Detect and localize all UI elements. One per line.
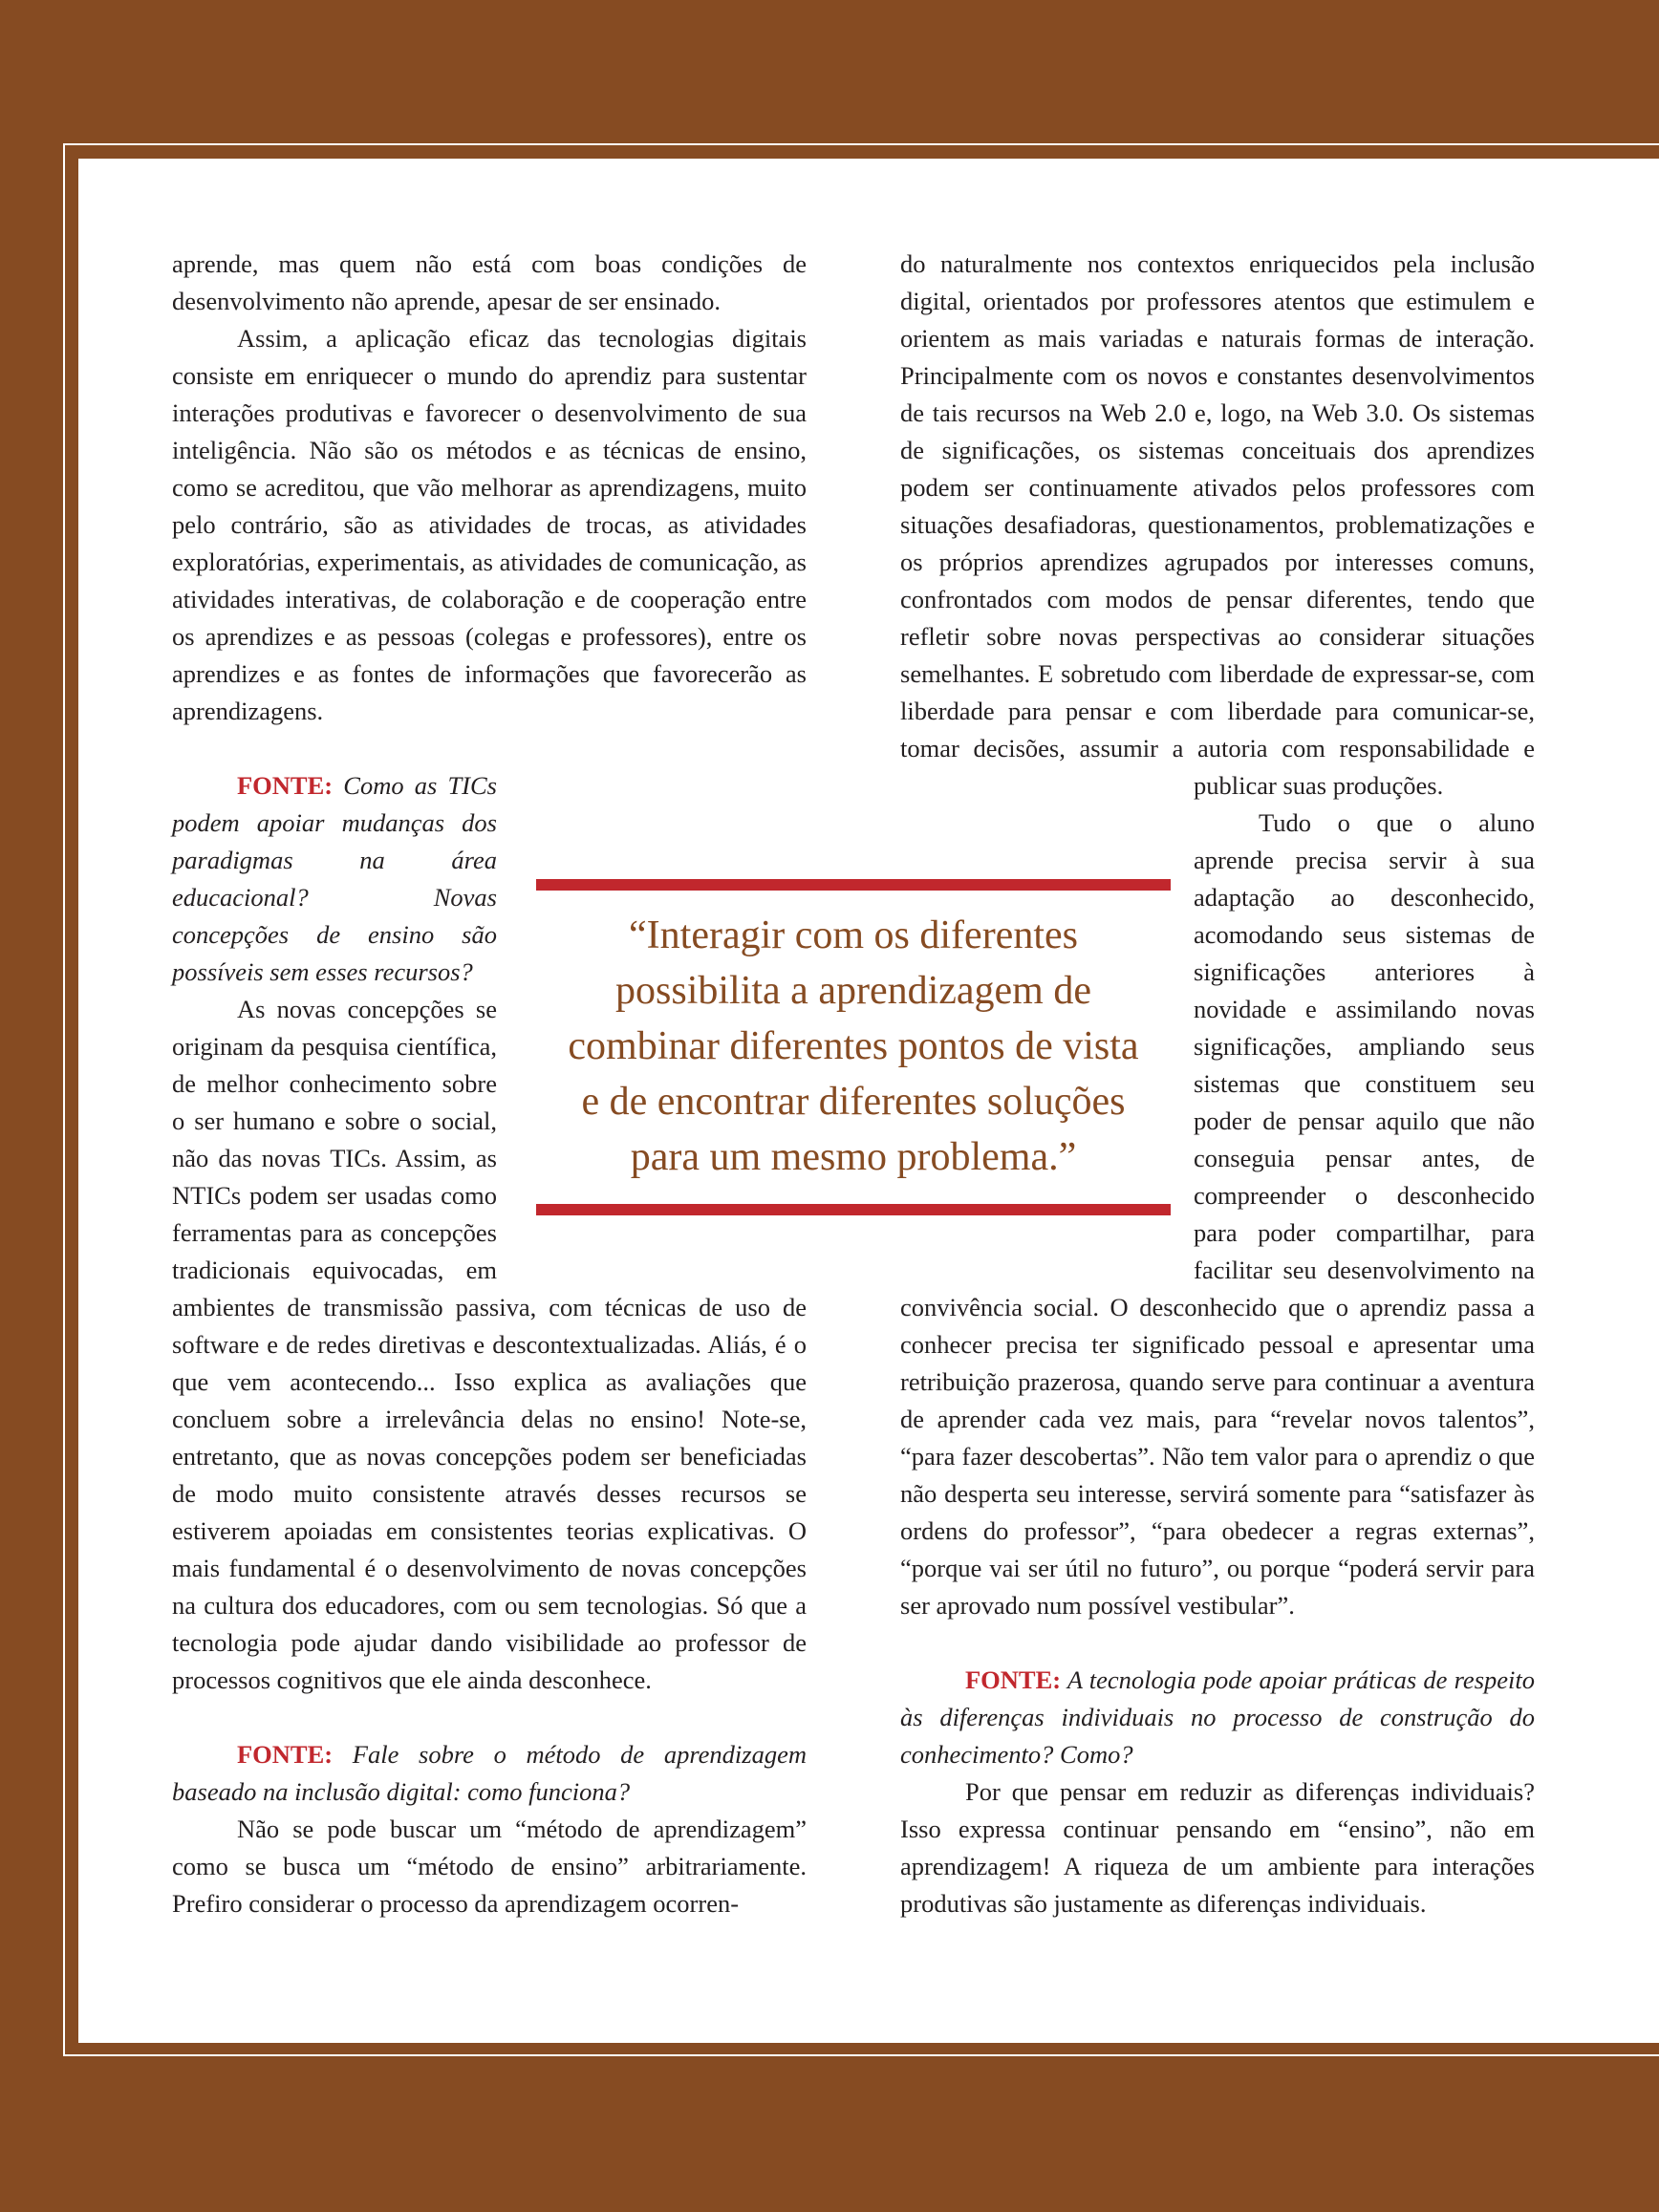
fonte-label: FONTE: [237,771,334,800]
fonte-label: FONTE: [965,1665,1062,1694]
pull-quote-line: combinar diferentes pontos de vista [568,1024,1139,1068]
fonte-label: FONTE: [237,1740,334,1769]
pull-quote-line: e de encontrar diferentes soluções [581,1080,1126,1124]
paragraph: do naturalmente nos contextos enriquecidos pela inclusão digital, orientados por professores atentos que estimulem e orientem as mais variadas e naturais formas de interação. Principalmente com os novos e constantes desenvolvimentos de tais recursos na Web 2.0 e, logo, na Web 3.0. Os sistemas de significações, os sistemas conceituais dos aprendizes podem ser continuamente ativados pelos professores com situações desafiadoras, questionamentos, problematizações e os próprios aprendizes agrupados por interesses comuns, confrontados com modos de pensar diferentes, tendo que refletir sobre novas perspectivas ao considerar situações semelhantes. E sobretudo com liberdade de expressar-se, com liberdade para pensar e com liberdade para comunicar-se, tomar decisões, assumir a autoria com responsabilidade e publicar suas produções. [900,249,1535,800]
pull-quote-line: para um mesmo problema.” [630,1135,1077,1179]
pull-quote-text [536,908,1171,1185]
question-text: A tecnologia pode apoiar práticas de respeito às diferenças individuais no processo de construção do conhecimento? Como? [900,1665,1535,1769]
pull-quote-line: possibilita a aprendizagem de [615,969,1091,1013]
question-text: Como as TICs podem apoiar mudanças dos paradigmas na área educacional? Novas concepções de ensino são possíveis sem esses recursos? [172,771,497,986]
paragraph: Não se pode buscar um “método de aprendizagem” como se busca um “método de ensino” arbitrariamente. Prefiro considerar o processo da aprendizagem ocorren- [172,1815,807,1918]
paragraph: As novas concepções se originam da pesquisa científica, de melhor conhecimento sobre o ser humano e sobre o social, não das novas TICs. Assim, as NTICs podem ser usadas como ferramentas para as concepções tradicionais equivocadas, em ambientes de transmissão passiva, com técnicas de uso de software e de redes diretivas e descontextualizadas. Aliás, é o que vem acontecendo... Isso explica as avaliações que concluem sobre a irrelevância delas no ensino! Note-se, entretanto, que as novas concepções podem ser beneficiadas de modo muito consistente através desses recursos se estiverem apoiadas em consistentes teorias explicativas. O mais fundamental é o desenvolvimento de novas concepções na cultura dos educadores, com ou sem tecnologias. Só que a tecnologia pode ajudar dando visibilidade ao professor de processos cognitivos que ele ainda desconhece. [172,995,807,1694]
paragraph: Por que pensar em reduzir as diferenças individuais? Isso expressa continuar pensando em “ensino”, não em aprendizagem! A riqueza de um ambiente para interações produtivas são justamente as diferenças individuais. [900,1777,1535,1918]
pull-quote-line: “Interagir com os diferentes [629,913,1078,957]
paragraph: aprende, mas quem não está com boas condições de desenvolvimento não aprende, apesar de ser ensinado. [172,249,807,315]
fonte-question [172,1736,807,1811]
paragraph: Tudo o que o aluno aprende precisa servir à sua adaptação ao desconhecido, acomodando seus sistemas de significações anteriores à novidade e assimilando novas significações, ampliando seus sistemas que constituem seu poder de pensar aquilo que não conseguia pensar antes, de compreender o desconhecido para poder compartilhar, para facilitar seu desenvolvimento na convivência social. O desconhecido que o aprendiz passa a conhecer precisa ter significado pessoal e apresentar uma retribuição prazerosa, quando serve para continuar a aventura de aprender cada vez mais, para “revelar novos talentos”, “para fazer descobertas”. Não tem valor para o aprendiz o que não desperta seu interesse, servirá somente para “satisfazer às ordens do professor”, “para obedecer a regras externas”, “porque vai ser útil no futuro”, ou porque “poderá servir para ser aprovado num possível vestibular”. [900,808,1535,1620]
pull-quote-top-rule [536,879,1171,891]
question-text: Fale sobre o método de aprendizagem baseado na inclusão digital: como funciona? [172,1740,808,1806]
pull-quote [536,879,1171,1218]
pull-quote-bottom-rule [536,1204,1171,1215]
paragraph: Assim, a aplicação eficaz das tecnologias digitais consiste em enriquecer o mundo do aprendiz para sustentar interações produtivas e favorecer o desenvolvimento de sua inteligência. Não são os métodos e as técnicas de ensino, como se acreditou, que vão melhorar as aprendizagens, muito pelo contrário, são as atividades de trocas, as atividades exploratórias, experimentais, as atividades de comunicação, as atividades interativas, de colaboração e de cooperação entre os aprendizes e as pessoas (colegas e professores), entre os aprendizes e as fontes de informações que favorecerão as aprendizagens. [172,324,807,725]
fonte-question [900,1662,1535,1773]
